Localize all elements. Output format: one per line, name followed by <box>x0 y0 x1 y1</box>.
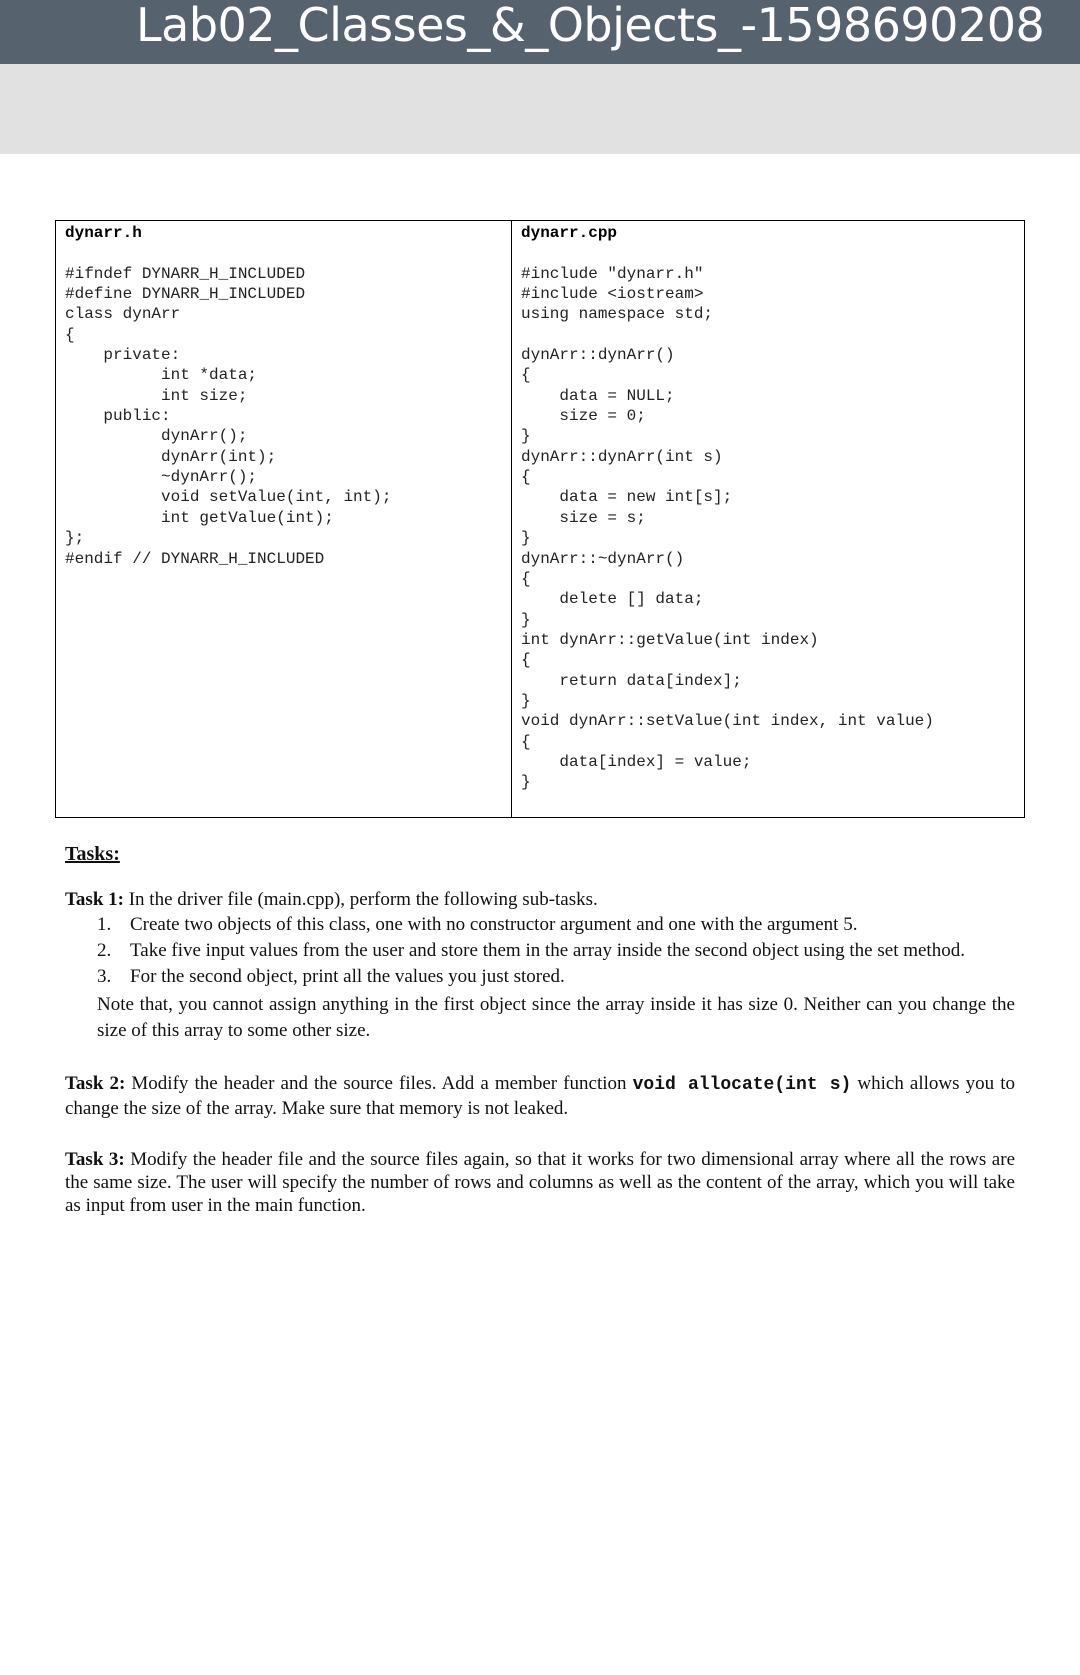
task-1-label: Task 1: <box>65 889 124 910</box>
code-line: { <box>521 366 531 385</box>
subtask-text: For the second object, print all the values you just stored. <box>130 966 565 987</box>
code-line: data = new int[s]; <box>521 488 733 507</box>
code-line <box>521 243 1024 263</box>
code-line: #ifndef DYNARR_H_INCLUDED <box>65 264 306 283</box>
code-line: #include "dynarr.h" <box>521 264 704 283</box>
code-table <box>55 220 1025 818</box>
tasks-section <box>65 843 1015 1217</box>
task-3-label: Task 3: <box>65 1149 125 1170</box>
code-line: size = 0; <box>521 407 646 426</box>
subtask-item <box>65 965 1015 988</box>
code-line: } <box>521 773 531 792</box>
task-1-intro: In the driver file (main.cpp), perform the following sub-tasks. <box>123 889 598 910</box>
code-line: public: <box>65 407 171 426</box>
tasks-heading: Tasks: <box>65 843 120 865</box>
code-line: int getValue(int); <box>65 508 334 527</box>
code-line: int size; <box>65 386 248 405</box>
task-1-subtasks <box>65 913 1015 988</box>
code-line: #include <iostream> <box>521 285 704 304</box>
code-line: { <box>521 468 531 487</box>
code-line: void setValue(int, int); <box>65 488 392 507</box>
code-line: } <box>521 529 531 548</box>
subtask-item <box>65 913 1015 936</box>
task-2-text-before: Modify the header and the source files. Add a member function <box>125 1073 633 1094</box>
code-line <box>521 325 1024 345</box>
document-title: Lab02_Classes_&_Objects_-1598690208 <box>136 0 1045 52</box>
subtask-text: Take five input values from the user and store them in the array inside the second object using the set method. <box>130 940 965 961</box>
code-line: { <box>521 651 531 670</box>
task-2 <box>65 1072 1015 1120</box>
code-line: void dynArr::setValue(int index, int value) <box>521 712 934 731</box>
code-line: ~dynArr(); <box>65 468 258 487</box>
code-line: using namespace std; <box>521 305 714 324</box>
code-line: dynArr::dynArr() <box>521 346 675 365</box>
subtask-number: 2. <box>97 940 112 961</box>
code-line: size = s; <box>521 508 646 527</box>
source-filename: dynarr.cpp <box>521 224 618 242</box>
task-3-text: Modify the header file and the source files again, so that it works for two dimensional array where all the rows are the same size. The user will specify the number of rows and columns as well as the content of the array, which you will take as input from user in the main function. <box>65 1149 1016 1216</box>
code-line: } <box>521 610 531 629</box>
subtask-text: Create two objects of this class, one with no constructor argument and one with the argument 5. <box>130 914 858 935</box>
code-line: #define DYNARR_H_INCLUDED <box>65 285 306 304</box>
code-line: dynArr::dynArr(int s) <box>521 447 723 466</box>
subtask-number: 3. <box>97 966 112 987</box>
toolbar-band <box>0 64 1080 154</box>
code-line: dynArr(); <box>65 427 248 446</box>
code-line: { <box>65 325 75 344</box>
code-line: #endif // DYNARR_H_INCLUDED <box>65 549 325 568</box>
code-line: class dynArr <box>65 305 181 324</box>
task-1 <box>65 888 1015 911</box>
code-line: dynArr::~dynArr() <box>521 549 685 568</box>
header-filename: dynarr.h <box>65 224 142 242</box>
code-line: } <box>521 427 531 446</box>
code-line: dynArr(int); <box>65 447 277 466</box>
code-line: private: <box>65 346 181 365</box>
code-line: int *data; <box>65 366 258 385</box>
code-line: { <box>521 732 531 751</box>
code-line: int dynArr::getValue(int index) <box>521 630 819 649</box>
code-line: { <box>521 569 531 588</box>
document-title-bar <box>0 0 1080 64</box>
source-file-column <box>512 221 1024 817</box>
subtask-number: 1. <box>97 914 112 935</box>
task-2-text-after: which allows you to change the size of the array. Make sure that memory is not leaked. <box>65 1073 1015 1119</box>
subtask-item <box>65 939 1015 962</box>
code-line: return data[index]; <box>521 671 742 690</box>
task-3 <box>65 1148 1015 1217</box>
code-line: data = NULL; <box>521 386 675 405</box>
task-1-note: Note that, you cannot assign anything in the first object since the array inside it has size 0. Neither can you change the size of this array to some other size. <box>97 994 1015 1041</box>
code-line: data[index] = value; <box>521 752 752 771</box>
code-line: } <box>521 691 531 710</box>
code-line <box>65 243 511 263</box>
header-file-column <box>56 221 511 817</box>
task-2-code: void allocate(int s) <box>632 1075 852 1095</box>
task-2-label: Task 2: <box>65 1073 126 1094</box>
code-line: delete [] data; <box>521 590 704 609</box>
code-line: }; <box>65 529 85 548</box>
